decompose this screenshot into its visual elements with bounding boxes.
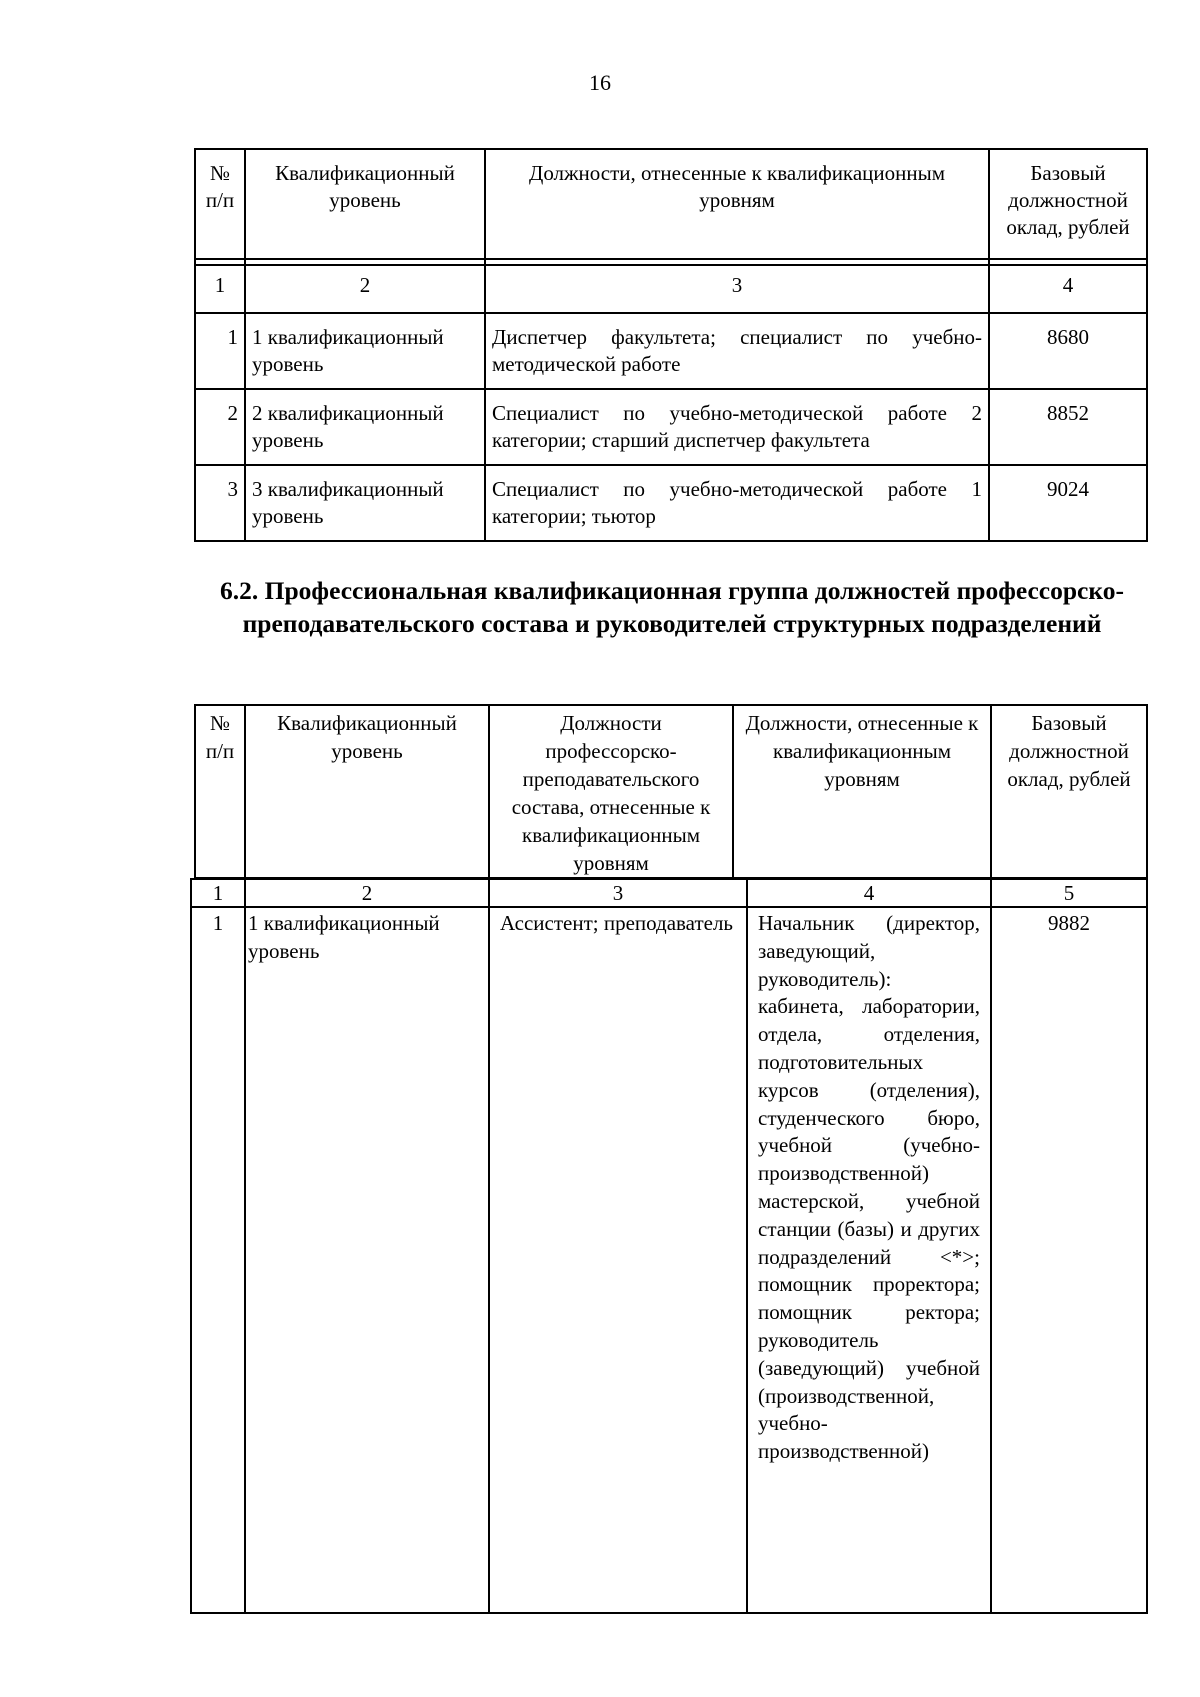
table2-body (190, 878, 1148, 1614)
row-num: 2 (195, 389, 245, 465)
column-number: 4 (989, 259, 1147, 313)
row-salary: 8852 (989, 389, 1147, 465)
header-salary: Базовый должностной оклад, рублей (991, 705, 1147, 878)
row-salary: 9882 (991, 907, 1147, 1613)
row-level: 3 квалификационный уровень (245, 465, 485, 541)
table2-column-numbers (191, 879, 1147, 907)
row-salary: 9024 (989, 465, 1147, 541)
row-positions: Диспетчер факультета; специалист по учебно-методической работе (485, 313, 989, 389)
header-num: № п/п (195, 705, 245, 878)
row-num: 1 (195, 313, 245, 389)
row-positions: Специалист по учебно-методической работе 2 категории; старший диспетчер факультета (485, 389, 989, 465)
table1-body (194, 258, 1148, 542)
row-level: 1 квалификационный уровень (245, 907, 489, 1613)
row-teaching-positions: Ассистент; преподаватель (489, 907, 747, 1613)
header-teaching-positions: Должности профессорско-преподавательского состава, отнесенные к квалификационным уровням (489, 705, 733, 878)
table1-header-row (195, 149, 1147, 265)
row-level: 1 квалификационный уровень (245, 313, 485, 389)
header-num: № п/п (195, 149, 245, 265)
header-level: Квалификационный уровень (245, 705, 489, 878)
column-number: 2 (245, 259, 485, 313)
header-salary: Базовый должностной оклад, рублей (989, 149, 1147, 265)
page-number: 16 (589, 70, 611, 95)
column-number: 3 (489, 879, 747, 907)
row-num: 3 (195, 465, 245, 541)
table-row (195, 465, 1147, 541)
column-number: 1 (195, 259, 245, 313)
table1-column-numbers (195, 259, 1147, 313)
table-row (191, 907, 1147, 1613)
table-row (195, 313, 1147, 389)
row-positions: Начальник (директор, заведующий, руководитель): кабинета, лаборатории, отдела, отделения, подготовительных курсов (отделения), студенческого бюро, учебной (учебно-производственной) мастерской, учебной станции (базы) и других подразделений <*>; помощник проректора; помощник ректора; руководитель (заведующий) учебной (производственной, учебно-производственной) (747, 907, 991, 1613)
row-num: 1 (191, 907, 245, 1613)
column-number: 3 (485, 259, 989, 313)
row-level: 2 квалификационный уровень (245, 389, 485, 465)
row-salary: 8680 (989, 313, 1147, 389)
table2-header (194, 704, 1148, 879)
section-title: 6.2. Профессиональная квалификационная группа должностей профессорско-преподавательского состава и руководителей структурных подразделений (220, 576, 1124, 638)
header-level: Квалификационный уровень (245, 149, 485, 265)
row-positions: Специалист по учебно-методической работе 1 категории; тьютор (485, 465, 989, 541)
table2-header-row (195, 705, 1147, 878)
table-row (195, 389, 1147, 465)
header-positions: Должности, отнесенные к квалификационным уровням (733, 705, 991, 878)
column-number: 4 (747, 879, 991, 907)
column-number: 1 (191, 879, 245, 907)
header-positions: Должности, отнесенные к квалификационным уровням (485, 149, 989, 265)
table1-header (194, 148, 1148, 266)
column-number: 2 (245, 879, 489, 907)
column-number: 5 (991, 879, 1147, 907)
